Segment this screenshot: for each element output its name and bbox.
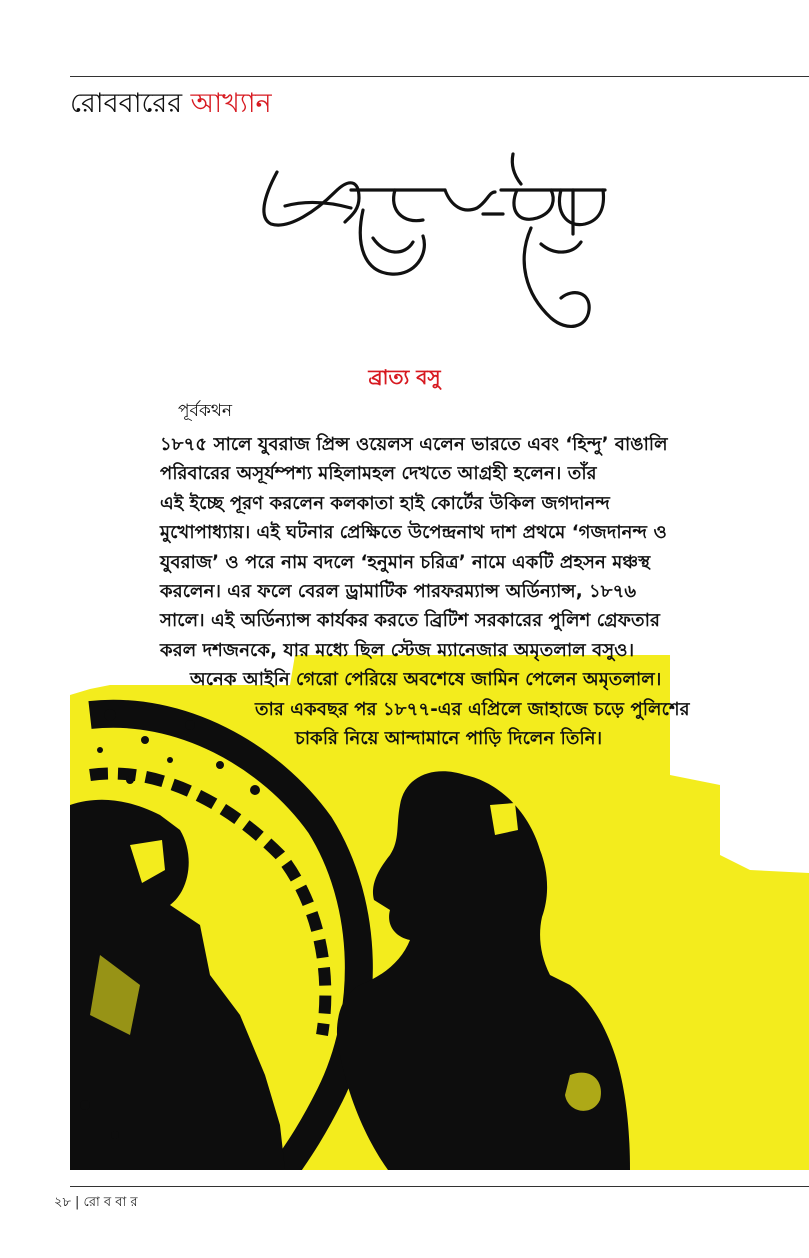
paragraph-line: অনেক আইনি গেরো পেরিয়ে অবশেষে জামিন পেলেন অমৃতলাল। — [190, 669, 662, 691]
section-header-accent: আখ্যান — [190, 88, 272, 119]
title-calligraphy — [255, 150, 625, 345]
paragraph-line: যুবরাজ’ ও পরে নাম বদলে ‘হনুমান চরিত্র’ নামে একটি প্রহসন মঞ্চস্থ — [160, 551, 651, 573]
page-footer: ২৮ | রো ব বা র — [54, 1195, 138, 1210]
intro-paragraph — [160, 430, 800, 753]
section-header-prefix: রোববারের — [70, 88, 191, 119]
paragraph-line: করল দশজনকে, যার মধ্যে ছিল স্টেজ ম্যানেজার অমৃতলাল বসুও। — [160, 639, 635, 661]
author-byline: ব্রাত্য বসু — [368, 365, 441, 389]
page-number: ২৮ — [54, 1195, 71, 1210]
subheading: পূর্বকথন — [178, 401, 233, 421]
section-header — [70, 86, 272, 122]
paragraph-line: করলেন। এর ফলে বেরল ড্রামাটিক পারফরম্যান্স অর্ডিন্যান্স, ১৮৭৬ — [160, 581, 637, 603]
bottom-rule — [70, 1186, 809, 1187]
publication-name: রো ব বা র — [83, 1195, 138, 1210]
paragraph-line: পরিবারের অসূর্যম্পশ্য মহিলামহল দেখতে আগ্রহী হলেন। তাঁর — [160, 463, 597, 485]
paragraph-line: এই ইচ্ছে পূরণ করলেন কলকাতা হাই কোর্টের উকিল জগদানন্দ — [160, 492, 610, 514]
paragraph-line: ১৮৭৫ সালে যুবরাজ প্রিন্স ওয়েলস এলেন ভারতে এবং ‘হিন্দু’ বাঙালি — [160, 434, 668, 455]
top-rule — [70, 76, 809, 77]
paragraph-line: সালে। এই অর্ডিন্যান্স কার্যকর করতে ব্রিটিশ সরকারের পুলিশ গ্রেফতার — [160, 610, 660, 632]
paragraph-line: চাকরি নিয়ে আন্দামানে পাড়ি দিলেন তিনি। — [295, 728, 603, 750]
paragraph-line: মুখোপাধ্যায়। এই ঘটনার প্রেক্ষিতে উপেন্দ্রনাথ দাশ প্রথমে ‘গজদানন্দ ও — [160, 522, 667, 544]
paragraph-line: তার একবছর পর ১৮৭৭-এর এপ্রিলে জাহাজে চড়ে পুলিশের — [255, 698, 690, 720]
